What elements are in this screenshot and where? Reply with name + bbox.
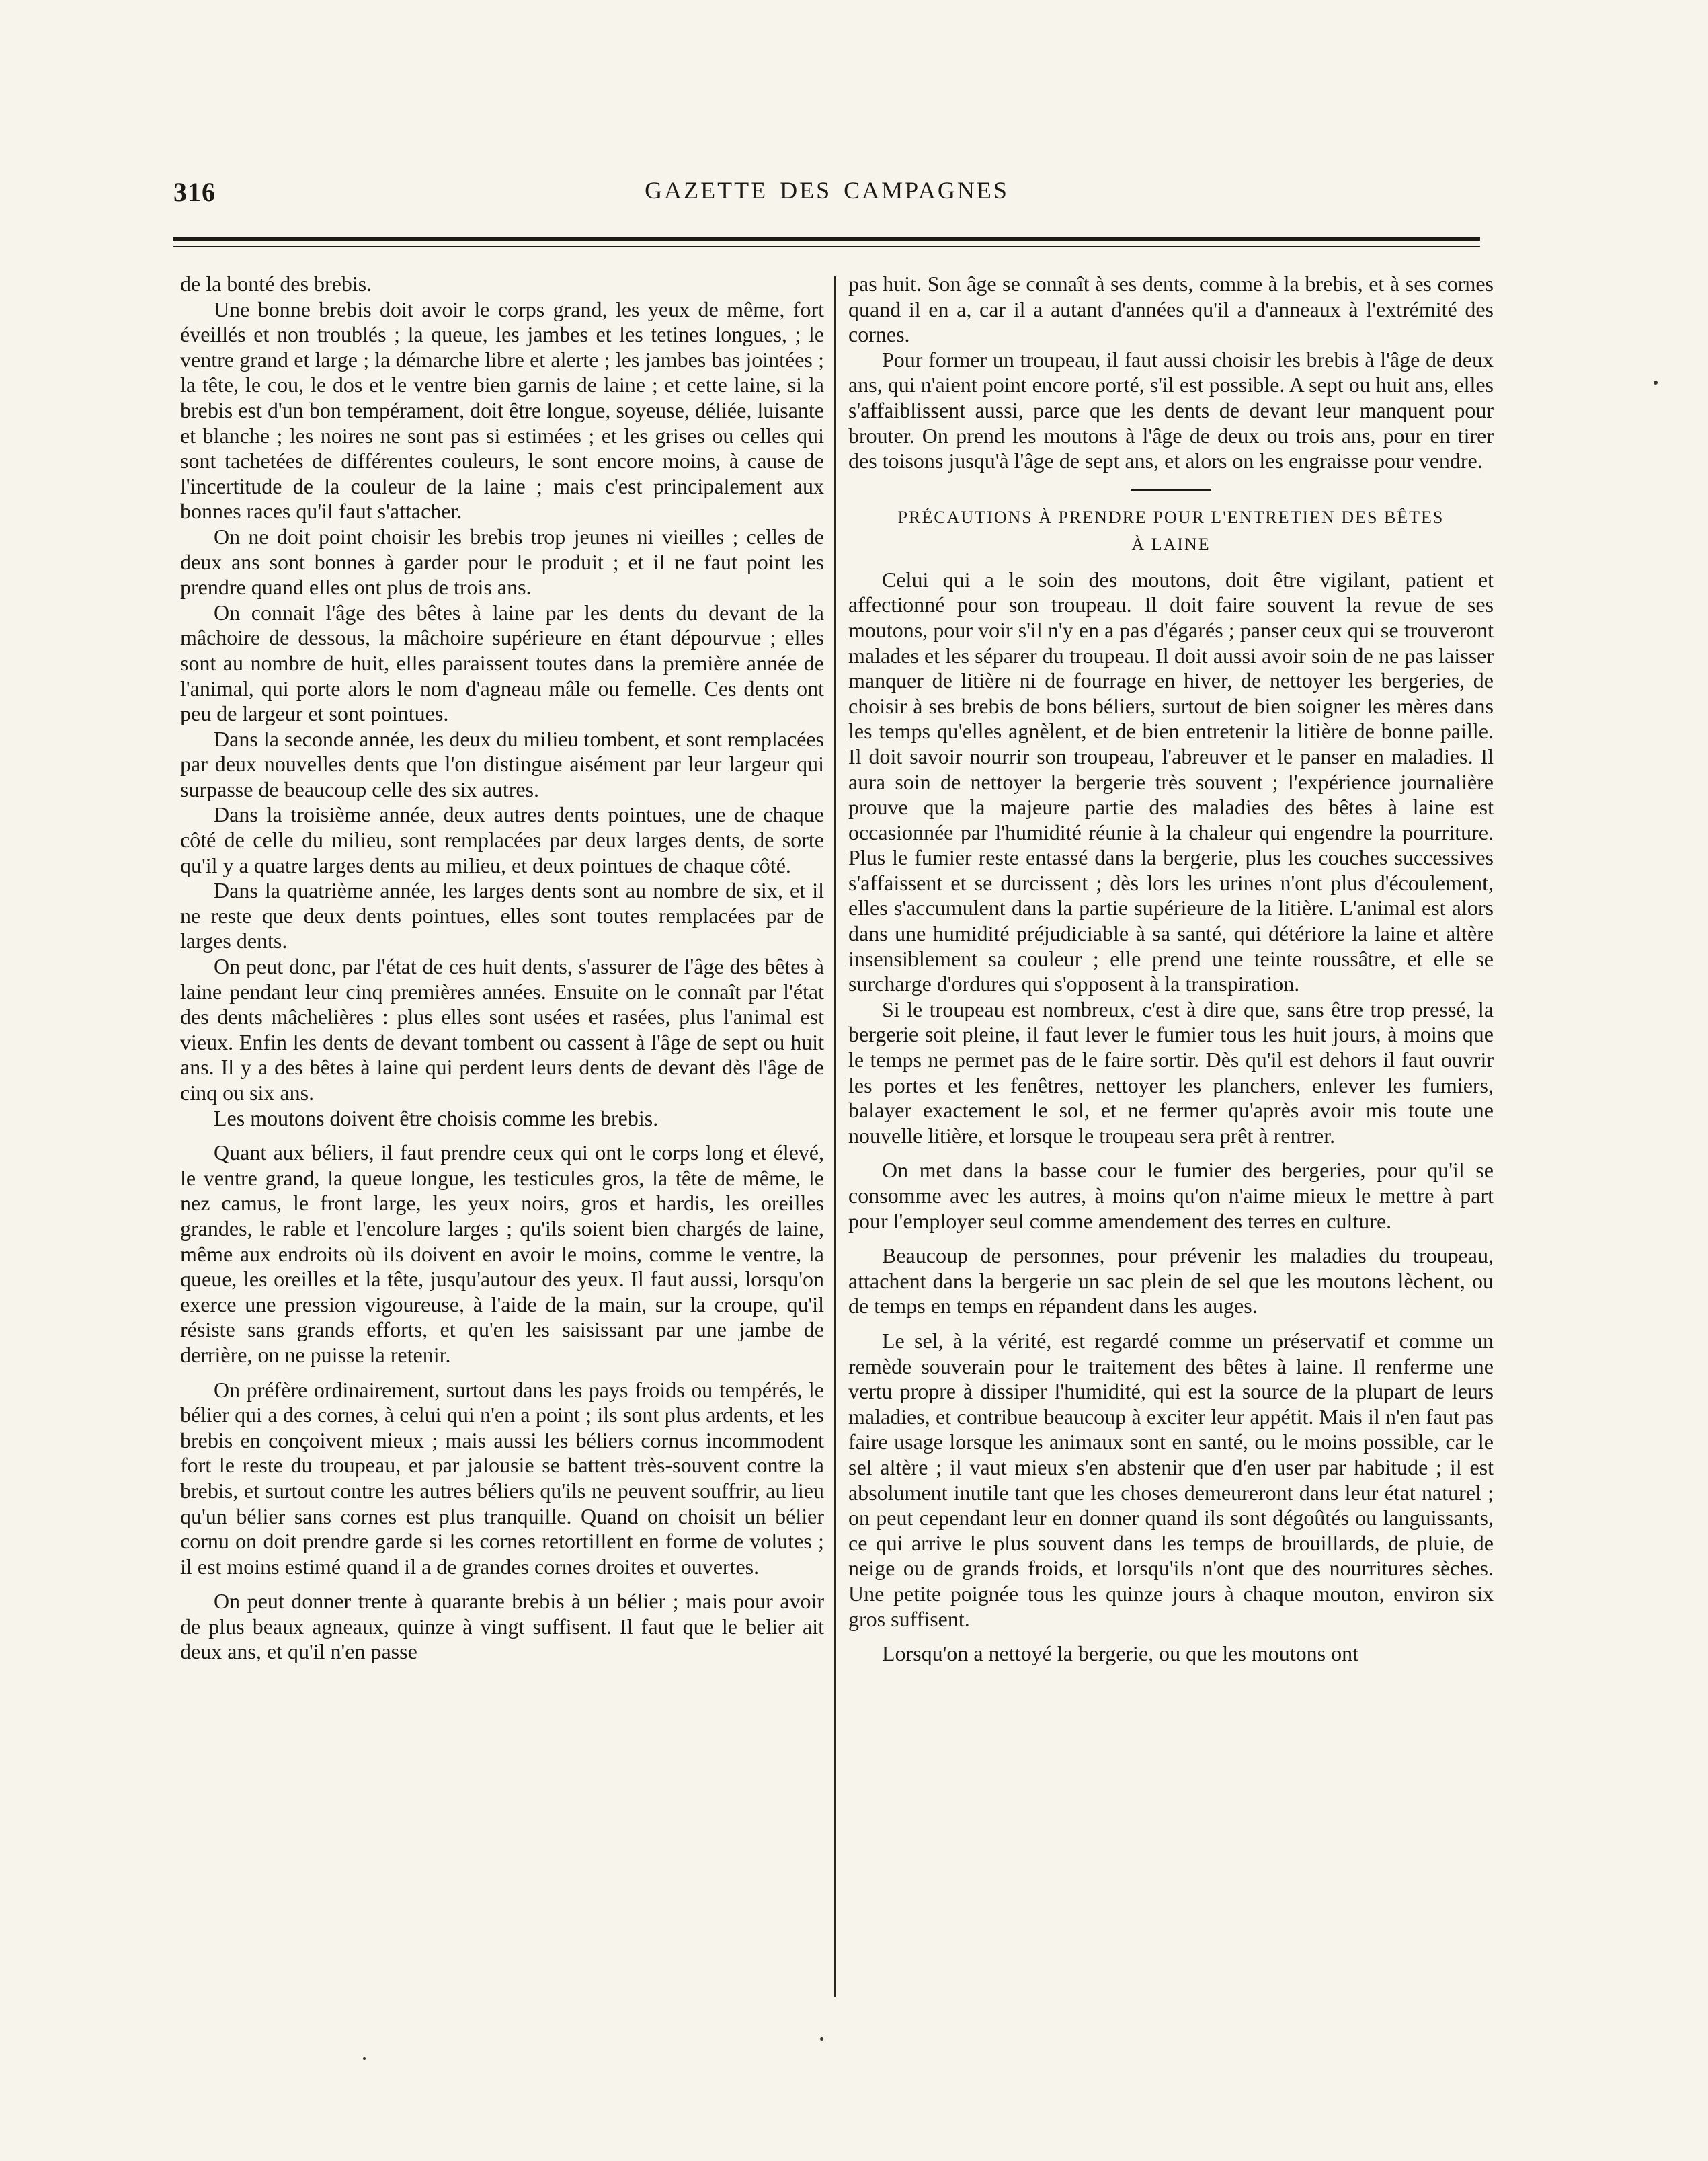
paragraph: Quant aux béliers, il faut prendre ceux qui ont le corps long et élevé, le ventre grand, la queue longue, les testicules gros, la tête de même, le nez camus, le front large, les yeux noirs, gros et hardis, les oreilles grandes, le rable et l'encolure larges ; qu'ils soient bien chargés de laine, même aux endroits où ils doivent en avoir le moins, comme le ventre, la queue, les oreilles et la tête, jusqu'autour des yeux. Il faut aussi, lorsqu'on exerce une pression vigoureuse, à l'aide de la main, sur la croupe, qu'il résiste sans grands efforts, et qu'en les saisissant par une jambe de derrière, on ne puisse la retenir. xyxy=(180,1140,824,1367)
print-speck xyxy=(363,2057,366,2060)
page-header xyxy=(173,176,1480,208)
running-head-title: GAZETTE DES CAMPAGNES xyxy=(645,177,1009,204)
paragraph: Dans la seconde année, les deux du milieu tombent, et sont remplacées par deux nouvelles dents que l'on distingue aisément par leur largeur qui surpasse de beaucoup celle des six autres. xyxy=(180,726,824,801)
left-column xyxy=(180,272,824,1665)
header-rule-thin xyxy=(173,246,1480,247)
paragraph: On peut donc, par l'état de ces huit dents, s'assurer de l'âge des bêtes à laine pendant leur cinq premières années. Ensuite on le connaît par l'état des dents mâchelières : plus elles sont usées et rasées, plus l'animal est vieux. Enfin les dents de devant tombent ou cassent à l'âge de sept ou huit ans. Il y a des bêtes à laine qui perdent leurs dents de devant dès l'âge de cinq ou six ans. xyxy=(180,954,824,1105)
paragraph: On ne doit point choisir les brebis trop jeunes ni vieilles ; celles de deux ans sont bonnes à garder pour le produit ; et il ne faut point les prendre quand elles ont plus de trois ans. xyxy=(180,524,824,600)
paragraph: Celui qui a le soin des moutons, doit être vigilant, patient et affectionné pour son troupeau. Il doit faire souvent la revue de ses moutons, pour voir s'il n'y en a pas d'égarés ; panser ceux qui se trouveront malades et les séparer du troupeau. Il doit aussi avoir soin de ne pas laisser manquer de litière ni de fourrage en hiver, de nettoyer les bergeries, de choisir à ses brebis de bons béliers, surtout de bien soigner les mères dans les temps qu'elles agnèlent, et de bien entretenir la litière de bonne paille. Il doit savoir nourrir son troupeau, l'abreuver et le panser en maladies. Il aura soin de nettoyer la bergerie très souvent ; l'expérience journalière prouve que la majeure partie des maladies des bêtes à laine est occasionnée par l'humidité réunie à la chaleur qui engendre la pourriture. Plus le fumier reste entassé dans la bergerie, plus les couches successives s'affaissent et se durcissent ; dès lors les urines n'ont plus d'écoulement, elles s'accumulent dans la partie supérieure de la litière. L'animal est alors dans une humidité préjudiciable à sa santé, qui détériore la laine et altère insensiblement sa couleur ; elle prend une teinte roussâtre, et elle se surcharge d'ordures qui s'opposent à la transpiration. xyxy=(848,567,1494,996)
column-divider xyxy=(834,276,836,1997)
right-column xyxy=(848,272,1494,1667)
paragraph: Beaucoup de personnes, pour prévenir les maladies du troupeau, attachent dans la bergerie un sac plein de sel que les moutons lèchent, ou de temps en temps en répandent dans les auges. xyxy=(848,1243,1494,1319)
paragraph: Lorsqu'on a nettoyé la bergerie, ou que les moutons ont xyxy=(882,1641,1359,1666)
paragraph: Dans la troisième année, deux autres dents pointues, une de chaque côté de celle du milieu, sont remplacées par deux larges dents, de sorte qu'il y a quatre larges dents au milieu, et deux pointues de chaque côté. xyxy=(180,802,824,877)
section-separator xyxy=(1131,489,1211,491)
paragraph: On connait l'âge des bêtes à laine par les dents du devant de la mâchoire de dessous, la mâchoire supérieure en étant dépourvue ; elles sont au nombre de huit, elles paraissent toutes dans la première année de l'animal, qui porte alors le nom d'agneau mâle ou femelle. Ces dents ont peu de largeur et sont pointues. xyxy=(180,600,824,726)
section-heading xyxy=(848,504,1494,558)
paragraph: pas huit. Son âge se connaît à ses dents, comme à la brebis, et à ses cornes quand il en a, car il a autant d'années qu'il a d'anneaux à l'extrémité des cornes. xyxy=(848,272,1494,347)
print-speck xyxy=(1654,381,1658,385)
paragraph: Dans la quatrième année, les larges dents sont au nombre de six, et il ne reste que deux dents pointues, elles sont toutes remplacées par de larges dents. xyxy=(180,878,824,953)
section-heading-line-2: À LAINE xyxy=(1131,534,1211,554)
paragraph: On met dans la basse cour le fumier des bergeries, pour qu'il se consomme avec les autres, à moins qu'on n'aime mieux le mettre à part pour l'employer seul comme amendement des terres en culture. xyxy=(848,1158,1494,1233)
paragraph: On peut donner trente à quarante brebis à un bélier ; mais pour avoir de plus beaux agneaux, quinze à vingt suffisent. Il faut que le belier ait deux ans, et qu'il n'en passe xyxy=(180,1589,824,1664)
paragraph: Une bonne brebis doit avoir le corps grand, les yeux de même, fort éveillés et non troublés ; la queue, les jambes et les tetines longues, ; le ventre grand et large ; la démarche libre et alerte ; les jambes bas jointées ; la tête, le cou, le dos et le ventre bien garnis de laine ; et cette laine, si la brebis est d'un bon tempérament, doit être longue, soyeuse, déliée, luisante et blanche ; les noires ne sont pas si estimées ; et les grises ou celles qui sont tachetées de différentes couleurs, le sont encore moins, à cause de l'incertitude de la couleur de la laine ; mais c'est principalement aux bonnes races qu'il faut s'attacher. xyxy=(180,297,824,524)
paragraph: On préfère ordinairement, surtout dans les pays froids ou tempérés, le bélier qui a des cornes, à celui qui n'en a point ; ils sont plus ardents, et les brebis en conçoivent mieux ; mais aussi les béliers cornus incommodent fort le reste du troupeau, et par jalousie se battent très-souvent contre la brebis, et surtout contre les autres béliers qu'ils ne peuvent souffrir, au lieu qu'un bélier sans cornes est plus tranquille. Quand on choisit un bélier cornu on doit prendre garde si les cornes retortillent en forme de volutes ; il est moins estimé quand il a de grandes cornes droites et ouvertes. xyxy=(180,1377,824,1579)
print-speck xyxy=(820,2037,823,2041)
header-rule-thick xyxy=(173,237,1480,241)
section-heading-line-1: PRÉCAUTIONS À PRENDRE POUR L'ENTRETIEN DES BÊTES xyxy=(897,507,1445,527)
paragraph: Pour former un troupeau, il faut aussi choisir les brebis à l'âge de deux ans, qui n'aient point encore porté, s'il est possible. A sept ou huit ans, elles s'affaiblissent aussi, parce que les dents de devant leur manquent pour brouter. On prend les moutons à l'âge de deux ou trois ans, pour en tirer des toisons jusqu'à l'âge de sept ans, et alors on les engraisse pour vendre. xyxy=(848,347,1494,473)
paragraph: Si le troupeau est nombreux, c'est à dire que, sans être trop pressé, la bergerie soit pleine, il faut lever le fumier tous les huit jours, à moins que le temps ne permet pas de le faire sortir. Dès qu'il est dehors il faut ouvrir les portes et les fenêtres, nettoyer les planchers, enlever les fumiers, balayer exactement le sol, et ne fermer qu'après avoir mis toute une nouvelle litière, et lorsque le troupeau sera prêt à rentrer. xyxy=(848,996,1494,1148)
paragraph: Le sel, à la vérité, est regardé comme un préservatif et comme un remède souverain pour le traitement des bêtes à laine. Il renferme une vertu propre à dissiper l'humidité, qui est la source de la plupart de leurs maladies, et contribue beaucoup à exciter leur appétit. Mais il n'en faut pas faire usage lorsque les animaux sont en santé, ou le moins possible, car le sel altère ; il vaut mieux s'en abstenir que d'en user par habitude ; il est absolument inutile tant que les choses demeureront dans leur état naturel ; on peut cependant leur en donner quand ils sont dégoûtés ou languissants, ce qui arrive le plus souvent dans les temps de brouillards, de pluie, de neige ou de grands froids, et lorsqu'ils n'ont que des nourritures sèches. Une petite poignée tous les quinze jours à chaque mouton, environ six gros suffisent. xyxy=(848,1328,1494,1631)
paragraph: de la bonté des brebis. xyxy=(180,272,372,296)
paragraph: Les moutons doivent être choisis comme les brebis. xyxy=(214,1105,659,1130)
page-number: 316 xyxy=(173,177,216,207)
